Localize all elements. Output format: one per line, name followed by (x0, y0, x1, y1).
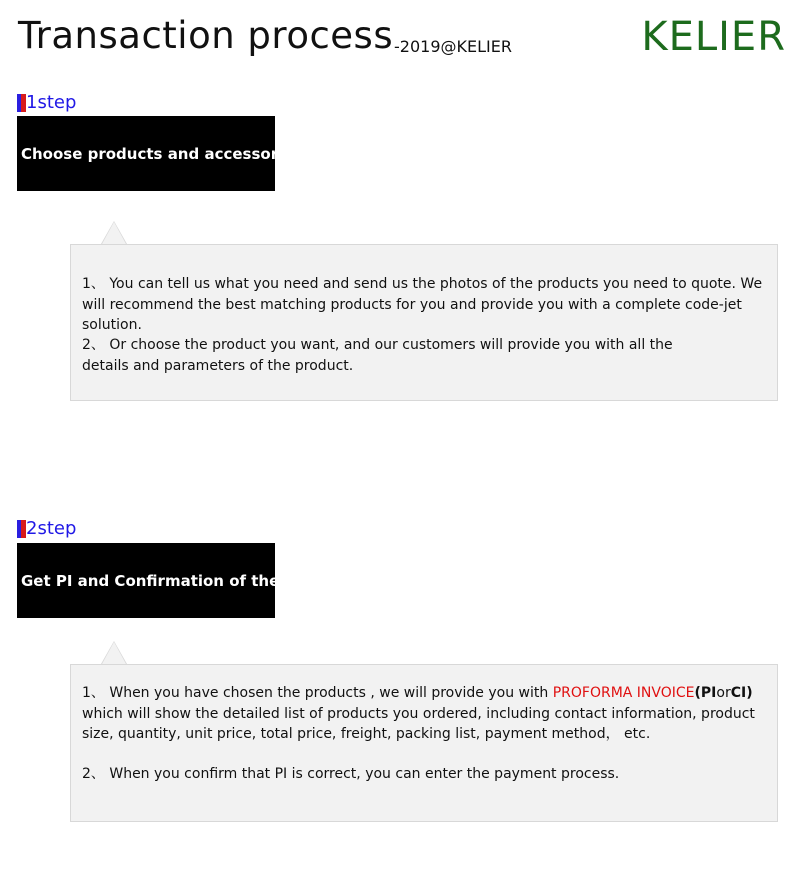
step-marker-icon (17, 94, 26, 112)
step-2-heading: Get PI and Confirmation of the order (17, 543, 275, 618)
step-1-label: 1step (26, 92, 77, 113)
step-2-tag (17, 519, 76, 539)
step-2-panel (70, 664, 778, 822)
callout-arrow-icon (101, 221, 127, 244)
callout-arrow-icon (101, 641, 127, 664)
step-1-item-2: 2、 Or choose the product you want, and our customers will provide you with all the details and parameters of the product. (82, 337, 673, 374)
paren-open: ( (694, 685, 701, 701)
pi-abbr: PI (700, 685, 717, 701)
step-2-item-1 (82, 683, 769, 745)
brand-logo: KELIER (641, 14, 786, 60)
page-title: Transaction process (18, 14, 394, 57)
or-word: or (716, 685, 731, 701)
step-2-item-1-prefix: 1、 When you have chosen the products , we will provide you with (82, 685, 553, 701)
step-1-panel (70, 244, 778, 401)
step-2-item-1-rest: which will show the detailed list of products you ordered, including contact information, product size, quantity, unit price, total price, freight, packing list, payment method， etc. (82, 705, 755, 742)
step-1-item-1: 1、 You can tell us what you need and send us the photos of the products you need to quote. We will recommend the best matching products for you and provide you with a complete code-jet solution. (82, 276, 763, 333)
step-1-tag (17, 93, 76, 113)
page-subtitle: -2019@KELIER (394, 37, 512, 56)
paren-close: ) (746, 685, 753, 701)
step-marker-icon (17, 520, 26, 538)
proforma-invoice-highlight: PROFORMA INVOICE (552, 685, 695, 701)
ci-abbr: CI (730, 685, 747, 701)
step-1-heading: Choose products and accessories (17, 116, 275, 191)
step-2-item-2: 2、 When you confirm that PI is correct, you can enter the payment process. (82, 766, 620, 782)
step-2-label: 2step (26, 518, 77, 539)
